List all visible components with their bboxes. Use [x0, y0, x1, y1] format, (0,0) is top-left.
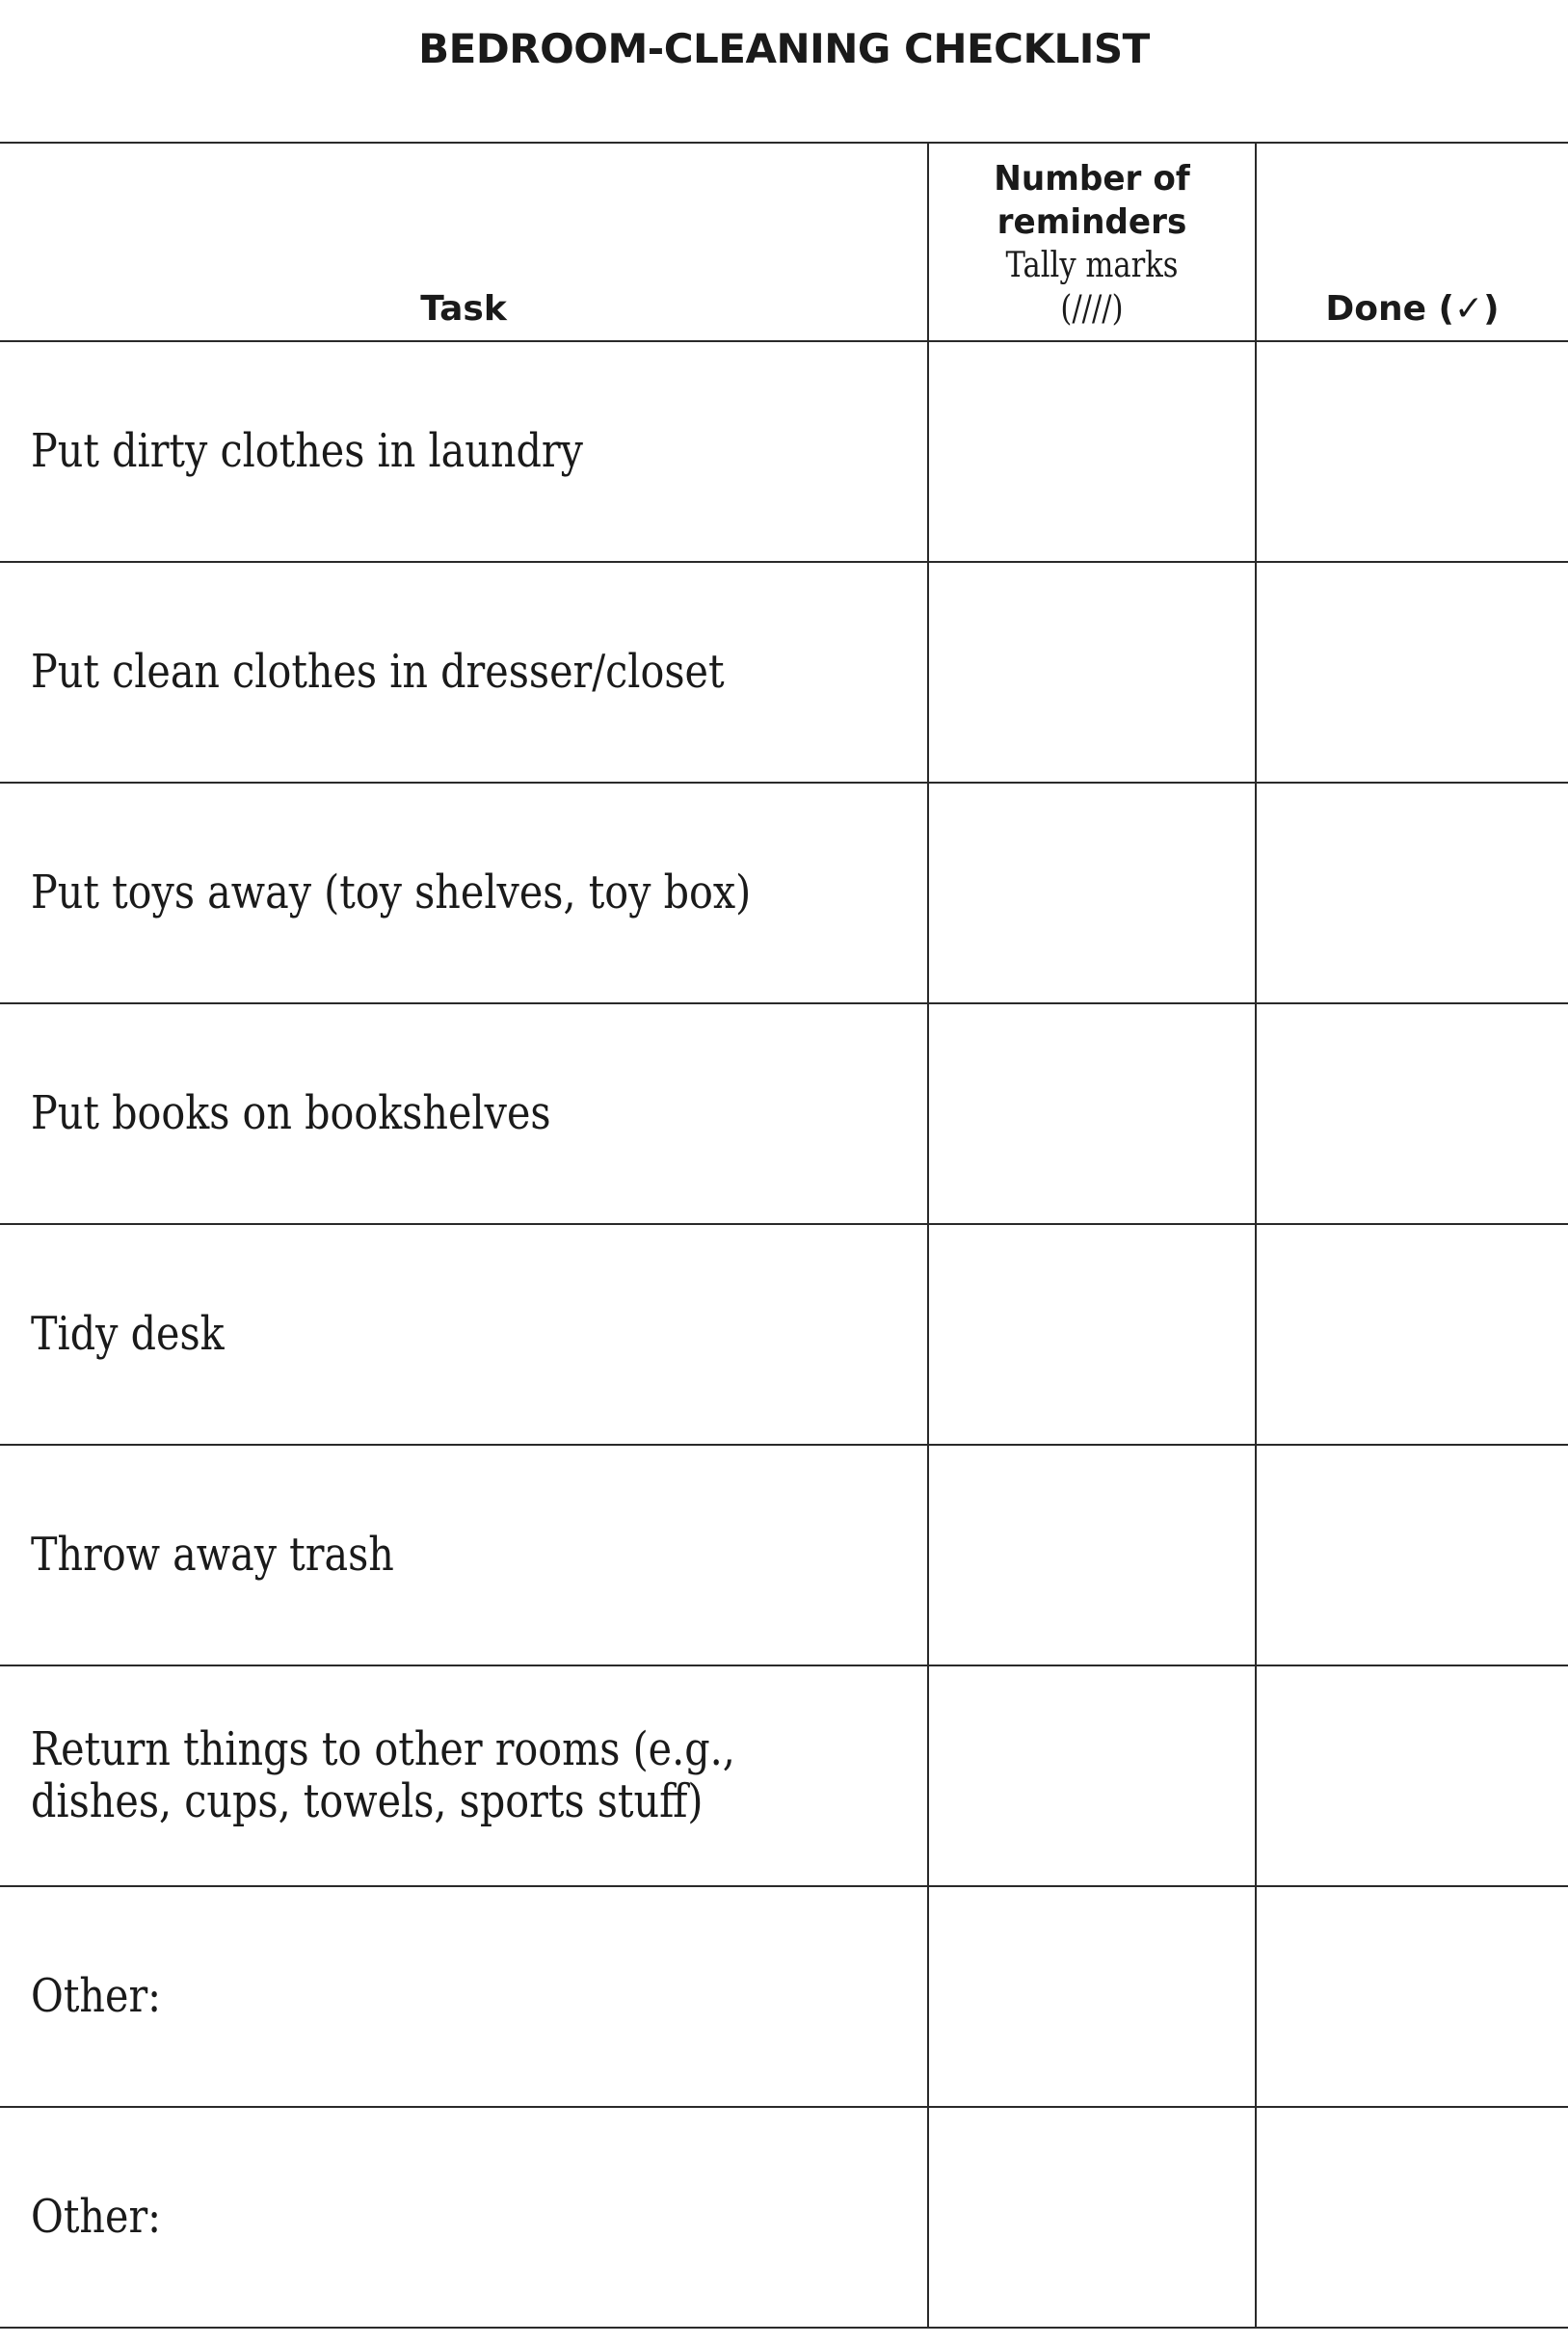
- done-cell[interactable]: [1256, 1665, 1568, 1886]
- table-row: [0, 783, 1568, 1003]
- task-header-label: Task: [420, 289, 507, 329]
- reminders-cell[interactable]: [928, 1665, 1256, 1886]
- task-cell: [0, 2107, 928, 2328]
- task-label: Other:: [31, 1968, 162, 2023]
- table-row: [0, 1886, 1568, 2107]
- task-cell: [0, 1224, 928, 1445]
- reminders-cell[interactable]: [928, 1224, 1256, 1445]
- checklist-title: BEDROOM-CLEANING CHECKLIST: [418, 25, 1150, 72]
- table-row: [0, 341, 1568, 562]
- header-row: [0, 143, 1568, 341]
- task-label: Other:: [31, 2189, 162, 2244]
- reminders-cell[interactable]: [928, 2107, 1256, 2328]
- done-cell[interactable]: [1256, 2107, 1568, 2328]
- reminders-cell[interactable]: [928, 783, 1256, 1003]
- reminders-column-header: [928, 143, 1256, 341]
- task-cell: [0, 1665, 928, 1886]
- task-cell: [0, 783, 928, 1003]
- reminders-cell[interactable]: [928, 562, 1256, 783]
- task-label: Put books on bookshelves: [31, 1085, 551, 1140]
- table-row: [0, 2107, 1568, 2328]
- table-row: [0, 1665, 1568, 1886]
- task-label: Return things to other rooms (e.g., dishes, cups, towels, sports stuff): [31, 1721, 735, 1828]
- task-label: Put dirty clothes in laundry: [31, 423, 583, 478]
- tally-marks-label: Tally marks: [1005, 246, 1179, 285]
- reminders-cell[interactable]: [928, 341, 1256, 562]
- done-column-header: [1256, 143, 1568, 341]
- tally-marks-example: (////): [1060, 289, 1124, 329]
- task-column-header: [0, 143, 928, 341]
- task-label: Put toys away (toy shelves, toy box): [31, 865, 752, 919]
- table-row: [0, 562, 1568, 783]
- done-cell[interactable]: [1256, 1003, 1568, 1224]
- table-row: [0, 1224, 1568, 1445]
- done-cell[interactable]: [1256, 783, 1568, 1003]
- task-label: Throw away trash: [31, 1527, 394, 1582]
- task-cell: [0, 341, 928, 562]
- done-cell[interactable]: [1256, 1445, 1568, 1665]
- task-cell: [0, 562, 928, 783]
- reminders-header-label: Number of reminders: [994, 159, 1190, 242]
- task-cell: [0, 1445, 928, 1665]
- task-label: Tidy desk: [31, 1306, 225, 1361]
- task-cell: [0, 1003, 928, 1224]
- done-cell[interactable]: [1256, 562, 1568, 783]
- task-label: Put clean clothes in dresser/closet: [31, 644, 725, 699]
- done-cell[interactable]: [1256, 341, 1568, 562]
- done-header-label: Done (✓): [1325, 289, 1500, 329]
- checklist-table: [0, 142, 1568, 2329]
- reminders-cell[interactable]: [928, 1445, 1256, 1665]
- done-cell[interactable]: [1256, 1224, 1568, 1445]
- done-cell[interactable]: [1256, 1886, 1568, 2107]
- table-row: [0, 1445, 1568, 1665]
- reminders-cell[interactable]: [928, 1886, 1256, 2107]
- table-row: [0, 1003, 1568, 1224]
- reminders-cell[interactable]: [928, 1003, 1256, 1224]
- task-cell: [0, 1886, 928, 2107]
